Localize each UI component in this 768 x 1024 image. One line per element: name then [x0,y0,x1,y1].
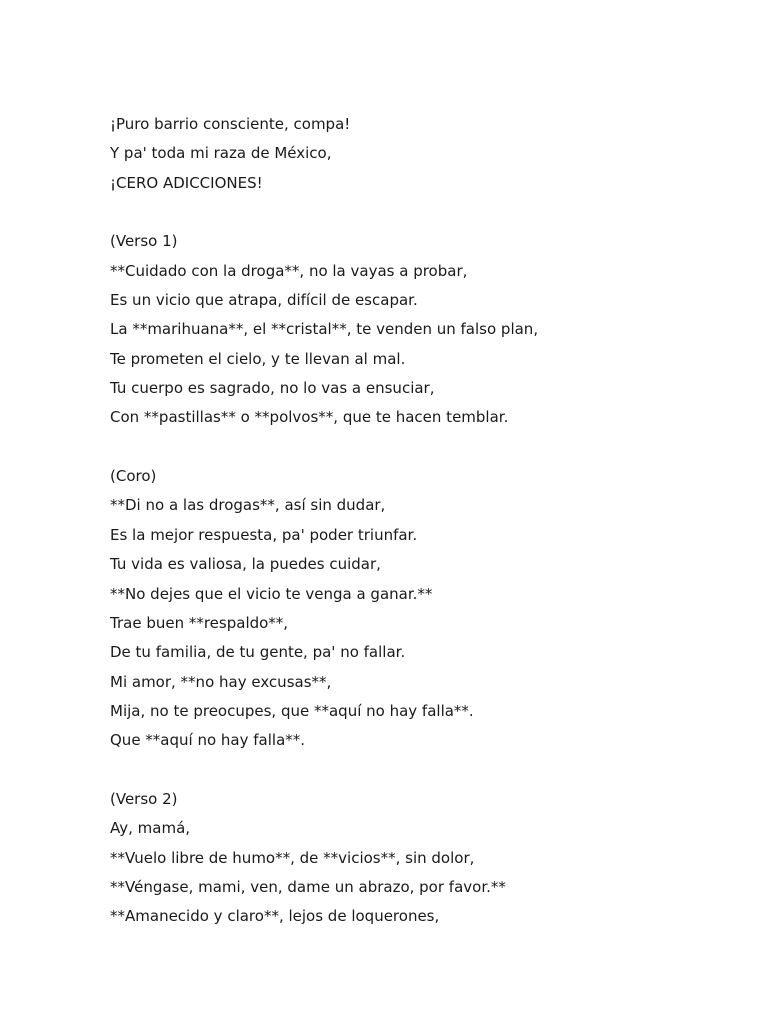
blank-line [110,757,730,786]
verse1-line: Con **pastillas** o **polvos**, que te hacen temblar. [110,408,509,427]
chorus-line: Mija, no te preocupes, que **aquí no hay falla**. [110,701,474,720]
verse2-line: **Amanecido y claro**, lejos de loquerones, [110,907,440,926]
verse2-line: **Vuelo libre de humo**, de **vicios**, sin dolor, [110,848,475,867]
verse1-line: Tu cuerpo es sagrado, no lo vas a ensuciar, [110,379,435,398]
chorus-line: Trae buen **respaldo**, [110,613,289,632]
chorus-line: Tu vida es valiosa, la puedes cuidar, [110,555,381,574]
verse1-line: Es un vicio que atrapa, difícil de escapar. [110,291,418,310]
chorus-line: **No dejes que el vicio te venga a ganar.** [110,584,433,603]
verse2-line: Ay, mamá, [110,819,191,838]
verse1-line: Te prometen el cielo, y te llevan al mal. [110,349,406,368]
blank-line [110,434,730,463]
lyrics-text [110,111,730,933]
chorus-line: De tu familia, de tu gente, pa' no fallar. [110,643,406,662]
verse2-heading: (Verso 2) [110,789,178,808]
intro-line: ¡CERO ADICCIONES! [110,173,263,192]
verse1-heading: (Verso 1) [110,232,178,251]
chorus-line: Es la mejor respuesta, pa' poder triunfar. [110,525,418,544]
verse2-line: **Véngase, mami, ven, dame un abrazo, por favor.** [110,877,506,896]
chorus-line: Que **aquí no hay falla**. [110,731,306,750]
intro-line: Y pa' toda mi raza de México, [110,144,332,163]
chorus-line: **Di no a las drogas**, así sin dudar, [110,496,386,515]
chorus-line: Mi amor, **no hay excusas**, [110,672,332,691]
chorus-heading: (Coro) [110,467,157,486]
blank-line [110,199,730,228]
verse1-line: **Cuidado con la droga**, no la vayas a probar, [110,261,468,280]
intro-line: ¡Puro barrio consciente, compa! [110,115,351,133]
verse1-line: La **marihuana**, el **cristal**, te venden un falso plan, [110,320,539,339]
